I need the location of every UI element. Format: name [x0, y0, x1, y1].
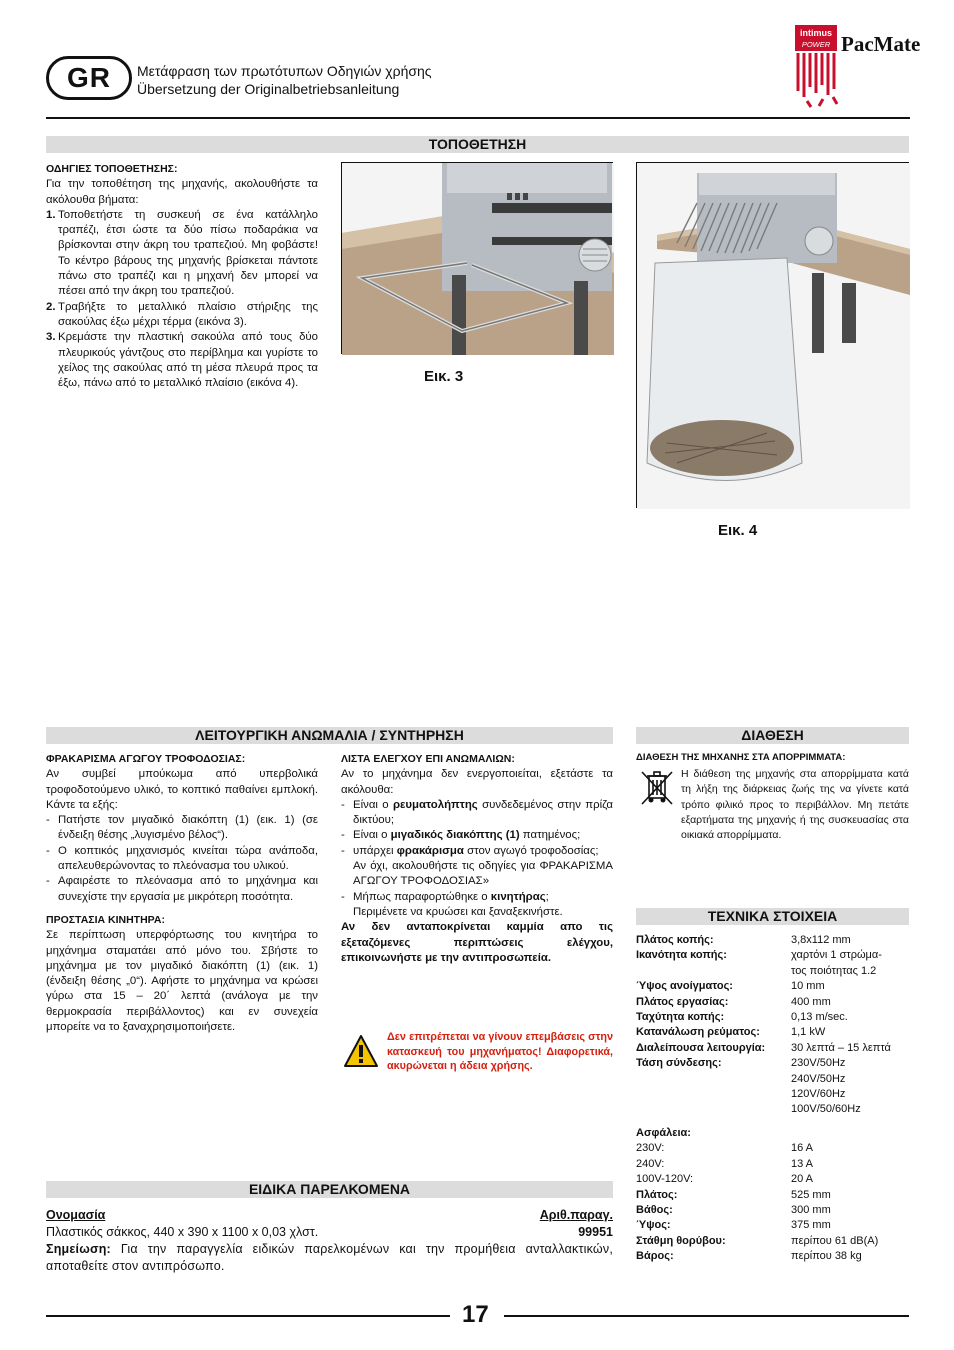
logo-brand: intimus [799, 28, 833, 38]
figure-4-label: Εικ. 4 [718, 522, 758, 539]
installation-text [46, 162, 318, 391]
list-item: - Πατήστε τον μιγαδικό διακόπτη (1) (εικ. 1) (σε ένδειξη θέσης „λυγισμένο βέλος“). [46, 814, 318, 842]
figure-4-image [636, 162, 909, 508]
language-badge: GR [46, 56, 132, 100]
accessories-header: Ονομασία Αριθ.παραγ. [46, 1208, 613, 1222]
section-title-installation: ΤΟΠΟΘΕΤΗΣΗ [46, 136, 909, 153]
section-title-troubleshooting: ΛΕΙΤΟΥΡΓΙΚΗ ΑΝΩΜΑΛΙΑ / ΣΥΝΤΗΡΗΣΗ [46, 727, 613, 744]
footer-rule-left [46, 1315, 450, 1317]
list-item: - υπάρχει φρακάρισμα στον αγωγό τροφοδοσίας; Αν όχι, ακολουθήστε τις οδηγίες για ΦΡΑΚΑΡΙΣΜΑ ΑΓΩΓΟΥ ΤΡΟΦΟΔΟΣΙΑΣ» [341, 844, 613, 888]
motor-title: ΠΡΟΣΤΑΣΙΑ ΚΙΝΗΤΗΡΑ: [46, 913, 165, 926]
figure-3-label: Εικ. 3 [424, 368, 464, 385]
install-step: 2. Τραβήξτε το μεταλλικό πλαίσιο στήριξης της σακούλας έξω μέχρι τέρμα (εικόνα 3). [46, 300, 318, 328]
warning-text: Δεν επιτρέπεται να γίνουν επεμβάσεις στην κατασκευή του μηχανήματος! Διαφορετικά, ακυρώνεται η άδεια χρήσης. [387, 1031, 613, 1072]
logo-product: PacMate [841, 32, 921, 56]
warning-icon [343, 1034, 379, 1068]
header-subtitle-german: Übersetzung der Originalbetriebsanleitung [137, 81, 400, 97]
section-title-tech: ΤΕΧΝΙΚΑ ΣΤΟΙΧΕΙΑ [636, 908, 909, 925]
jam-intro: Αν συμβεί μπούκωμα από υπερβολικά τροφοδοτούμενο υλικό, το κοπτικό παθαίνει εμπλοκή. Κάντε τα εξής: [46, 768, 318, 811]
list-item: - Αφαιρέστε το πλεόνασμα από το μηχάνημα και συνεχίστε την εργασία με μικρότερη ποσότητα. [46, 875, 318, 903]
install-step: 3. Κρεμάστε την πλαστική σακούλα από τους δύο πλευρικούς γάντζους στο περίβλημα και γυρίστε το χείλος της σακούλας από τη μέσα πλευρά προς τα έξω, πάνω από το μεταλλικό πλαίσιο (εικόνα 4). [46, 331, 318, 390]
installation-intro: Για την τοποθέτηση της μηχανής, ακολουθήστε τα ακόλουθα βήματα: [46, 178, 318, 206]
list-item: - Ο κοπτικός μηχανισμός κινείται τώρα ανάποδα, απελευθερώνοντας το πλεόνασμα του υλικού. [46, 844, 318, 873]
logo-sub: POWER [801, 40, 831, 49]
figure-3-image [341, 162, 613, 354]
page-number: 17 [462, 1301, 489, 1328]
accessories-table [46, 1207, 613, 1275]
header-rule [46, 117, 910, 119]
disposal-subtitle: ΔΙΑΘΕΣΗ ΤΗΣ ΜΗΧΑΝΗΣ ΣΤΑ ΑΠΟΡΡΙΜΜΑΤΑ: [636, 752, 846, 763]
checklist-title: ΛΙΣΤΑ ΕΛΕΓΧΟΥ ΕΠΙ ΑΝΩΜΑΛΙΩΝ: [341, 753, 515, 765]
install-step: 1. Τοποθετήστε τη συσκευή σε ένα κατάλληλο τραπέζι, έτσι ώστε τα δύο πίσω ποδαράκια να βρίσκονται στην άκρη του τραπεζιού. Μη φοβάστε! Το κέντρο βάρους της μηχανής βρίσκεται πάντοτε πάνω στο τραπέζι και η μηχανή δεν μπορεί να πέσει από την άκρη του τραπεζιού. [46, 208, 318, 298]
checklist-intro: Αν το μηχάνημα δεν ενεργοποιείται, εξετάστε τα ακόλουθα: [341, 768, 613, 796]
table-row: Πλαστικός σάκκος, 440 x 390 x 1100 x 0,03 χλστ. 99951 [46, 1225, 613, 1239]
checklist-final: Αν δεν ανταποκρίνεται καμμία απο τις εξεταζόμενες περιπτώσεις ελέγχου, επικοινωνήστε με την αντιπροσωπεία. [341, 921, 613, 964]
jam-block [46, 752, 318, 1035]
motor-text: Σε περίπτωση υπερφόρτωσης του κινητήρα το μηχάνημα σταματάει από μόνο του. Σβήστε το μηχάνημα με τον μιγαδικό διακόπτη (1) (εικ. 1) (ένδειξη θέσης „0“). Αφήστε το μηχάνημα να κρώσει γύρω στα 15 – 20΄ λεπτά (ανάλογα με την θερμοκρασία περιβάλλοντος) και εν συνεχεία μπορείτε να το ξαναχρησιμοποιήσετε. [46, 929, 318, 1034]
tech-table: Πλάτος κοπής: 3,8x112 mm Ικανότητα κοπής: χαρτόνι 1 στρώμα- τος ποιότητας 1.2 Ύψος ανοίγματος: 10 mm Πλάτος εργασίας: 400 mm Ταχύτητα κοπής: 0,13 m/sec. Κατανάλωση ρεύματος: 1,1 kW Διαλείπουσα λειτουργία: 30 λεπτά – 15 λεπτά Τάση σύνδεσης: 230V/50Hz 240V/50Hz 120V/60Hz 100V/50/60Hz Ασφάλεια: 230V: 16 A 240V: 13 A 100V-120V: 20 A Πλάτος: 525 mm Βάθος: 300 mm Ύψος: 375 mm Στάθμη θορύβου: περίπου 61 dB(A) Βάρος: περίπου 38 kg [636, 934, 891, 1263]
accessories-note: Σημείωση: Για την παραγγελία ειδικών παρελκομένων και την προμήθεια ανταλλακτικών, αποταθείτε στον αντιπρόσωπο. [46, 1242, 613, 1273]
list-item: - Είναι ο μιγαδικός διακόπτης (1) πατημένος; [341, 829, 581, 842]
disposal-text: Η διάθεση της μηχανής στα απορρίμματα κατά τη λήξη της διάρκειας ζωής της να γίνετε κατά τρόπο φιλικό προς το περιβάλλον. Μη πετάτε εξαρτήματα της μηχανής ή της συσκευασίας στα οικιακά απορρίμματα. [681, 768, 909, 842]
pacmate-logo [793, 23, 921, 109]
header-subtitle-greek: Μετάφραση των πρωτότυπων Οδηγιών χρήσης [137, 63, 432, 79]
checklist-block [341, 752, 613, 966]
jam-title: ΦΡΑΚΑΡΙΣΜΑ ΑΓΩΓΟΥ ΤΡΟΦΟΔΟΣΙΑΣ: [46, 753, 246, 765]
list-item: - Είναι ο ρευματολήπτης συνδεδεμένος στην πρίζα δικτύου; [341, 798, 613, 827]
installation-subtitle: ΟΔΗΓΙΕΣ ΤΟΠΟΘΕΤΗΣΗΣ: [46, 163, 178, 175]
section-title-disposal: ΔΙΑΘΕΣΗ [636, 727, 909, 744]
crossed-bin-icon [638, 768, 676, 808]
list-item: - Μήπως παραφορτώθηκε ο κινητήρας; Περιμένετε να κρυώσει και ξαναξεκινήστε. [341, 890, 563, 918]
footer-rule-right [504, 1315, 909, 1317]
section-title-accessories: ΕΙΔΙΚΑ ΠΑΡΕΛΚΟΜΕΝΑ [46, 1181, 613, 1198]
